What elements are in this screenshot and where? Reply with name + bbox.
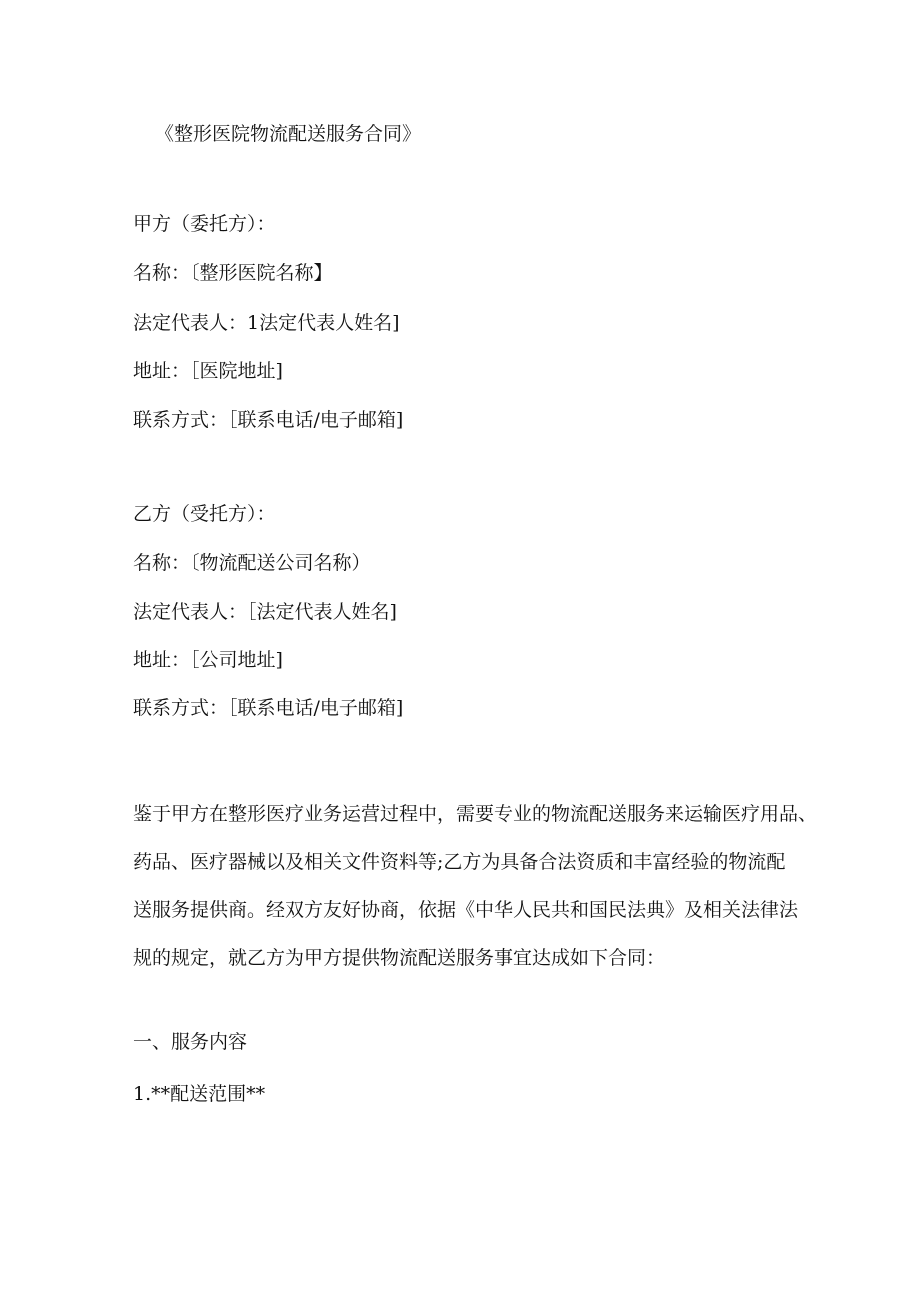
party-a-address: 地址：［医院地址] xyxy=(133,360,283,382)
party-b-contact: 联系方式：［联系电话/电子邮箱] xyxy=(133,697,404,719)
preamble-line: 送服务提供商。经双方友好协商，依据《中华人民共和国民法典》及相关法律法 xyxy=(133,899,799,921)
party-a-name: 名称：〔整形医院名称】 xyxy=(133,262,333,284)
item-delivery-scope: 1.**配送范围** xyxy=(133,1083,266,1105)
preamble-line: 鉴于甲方在整形医疗业务运营过程中，需要专业的物流配送服务来运输医疗用品、 xyxy=(133,803,818,825)
party-b-representative: 法定代表人：［法定代表人姓名] xyxy=(133,601,397,623)
party-a-contact: 联系方式：［联系电话/电子邮箱] xyxy=(133,409,404,431)
preamble-line: 规的规定，就乙方为甲方提供物流配送服务事宜达成如下合同： xyxy=(133,947,666,969)
party-a-representative: 法定代表人：1法定代表人姓名] xyxy=(133,312,400,334)
preamble-line: 药品、医疗器械以及相关文件资料等;乙方为具备合法资质和丰富经验的物流配 xyxy=(133,851,786,873)
party-b-address: 地址：［公司地址] xyxy=(133,649,283,671)
section-heading-service-content: 一、服务内容 xyxy=(133,1031,248,1053)
party-b-heading: 乙方（受托方）： xyxy=(133,503,276,525)
document-title: 《整形医院物流配送服务合同》 xyxy=(155,123,422,145)
party-b-name: 名称：〔物流配送公司名称） xyxy=(133,552,371,574)
preamble-paragraph xyxy=(133,790,818,982)
party-a-heading: 甲方（委托方）： xyxy=(133,213,276,235)
